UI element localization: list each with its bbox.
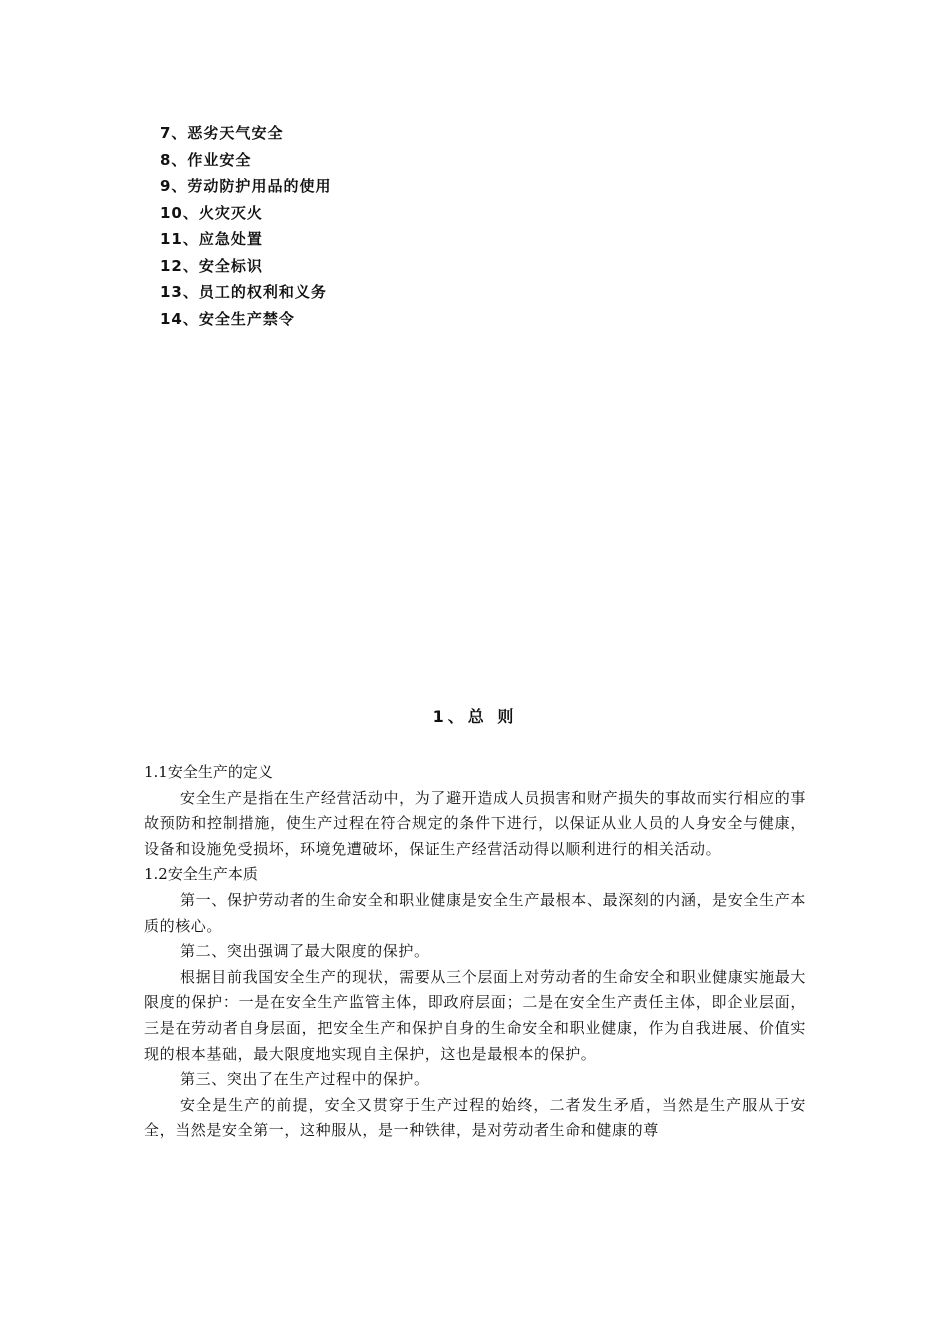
section-body bbox=[144, 760, 806, 1144]
paragraph: 安全生产是指在生产经营活动中，为了避开造成人员损害和财产损失的事故而实行相应的事故预防和控制措施，使生产过程在符合规定的条件下进行，以保证从业人员的人身安全与健康，设备和设施免受损坏，环境免遭破坏，保证生产经营活动得以顺利进行的相关活动。 bbox=[144, 788, 806, 858]
paragraph: 第一、保护劳动者的生命安全和职业健康是安全生产最根本、最深刻的内涵，是安全生产本质的核心。 bbox=[144, 890, 806, 935]
toc-item: 11、应急处置 bbox=[160, 230, 263, 248]
toc-item: 10、火灾灭火 bbox=[160, 203, 263, 222]
subsection-heading: 1.1安全生产的定义 bbox=[144, 763, 273, 781]
toc-item: 9、劳动防护用品的使用 bbox=[160, 177, 332, 195]
toc-item: 8、作业安全 bbox=[160, 150, 252, 169]
paragraph: 根据目前我国安全生产的现状，需要从三个层面上对劳动者的生命安全和职业健康实施最大限度的保护：一是在安全生产监管主体，即政府层面；二是在安全生产责任主体，即企业层面，三是在劳动者自身层面，把安全生产和保护自身的生命安全和职业健康，作为自我进展、价值实现的根本基础，最大限度地实现自主保护，这也是最根本的保护。 bbox=[144, 967, 806, 1063]
toc-item: 14、安全生产禁令 bbox=[160, 309, 295, 328]
toc-item: 13、员工的权利和义务 bbox=[160, 283, 327, 301]
paragraph: 安全是生产的前提，安全又贯穿于生产过程的始终，二者发生矛盾，当然是生产服从于安全，当然是安全第一，这种服从，是一种铁律，是对劳动者生命和健康的尊 bbox=[144, 1095, 806, 1140]
paragraph: 第二、突出强调了最大限度的保护。 bbox=[180, 942, 430, 961]
table-of-contents bbox=[160, 120, 331, 332]
paragraph: 第三、突出了在生产过程中的保护。 bbox=[180, 1070, 430, 1089]
toc-item: 12、安全标识 bbox=[160, 256, 263, 275]
subsection-heading: 1.2安全生产本质 bbox=[144, 865, 258, 884]
section-title: 1、总 则 bbox=[432, 707, 518, 726]
toc-item: 7、恶劣天气安全 bbox=[160, 124, 284, 142]
